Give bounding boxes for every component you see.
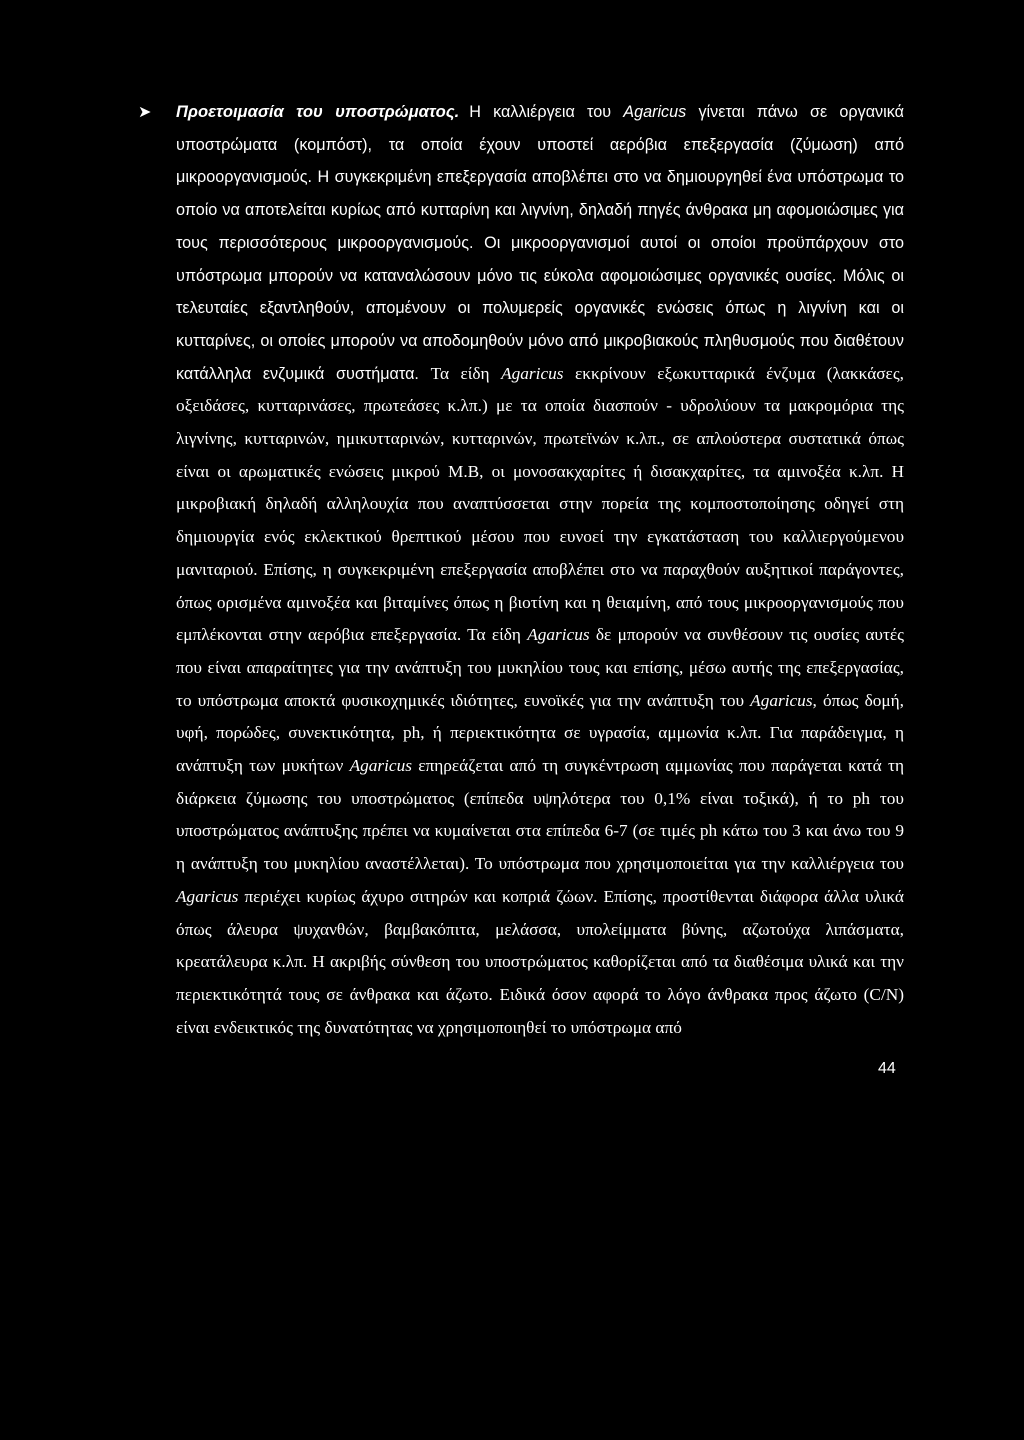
arrow-bullet-icon: ➤ [138,102,152,121]
section-heading: Προετοιμασία του υποστρώματος. [176,102,460,121]
species-name: Agaricus [623,103,687,121]
species-name: Agaricus [176,886,239,906]
species-name: Agaricus [349,756,412,776]
paragraph-segment: Τα είδη [430,363,502,383]
paragraph-segment: εκκρίνουν εξωκυτταρικά ένζυμα (λακκάσες, οξειδάσες, κυτταρινάσες, πρωτεάσες κ.λπ.) με τα οποία διασπούν - υδρολύουν τα μακρομόρια της λιγνίνης, κυτταρινών, ημικυτταρινών, κυτταρινών, πρωτεϊνών κ.λπ., σε απλούστερα συστατικά όπως είναι οι αρωματικές ενώσεις μικρού Μ.Β, οι μονοσακχαρίτες ή δισακχαρίτες, τα αμινοξέα κ.λπ. Η μικροβιακή δηλαδή αλληλουχία που αναπτύσσεται στην πορεία της κομποστοποίησης οδηγεί στη δημιουργία ενός εκλεκτικού θρεπτικού μέσου που ευνοεί την εγκατάσταση του καλλιεργούμενου μανιταριού. Επίσης, η συγκεκριμένη επεξεργασία αποβλέπει στο να παραχθούν αυξητικοί παράγοντες, όπως ορισμένα αμινοξέα και βιταμίνες όπως η βιοτίνη και η θειαμίνη, από τους μικροοργανισμούς που εμπλέκονται στην αερόβια επεξεργασία. Τα είδη [176,363,904,645]
species-name: Agaricus [750,690,813,710]
paragraph-segment: επηρεάζεται από τη συγκέντρωση αμμωνίας που παράγεται κατά τη διάρκεια ζύμωσης του υποστρώματος (επίπεδα υψηλότερα του 0,1% είναι τοξικά), ή το ph του υποστρώματος ανάπτυξης πρέπει να κυμαίνεται στα επίπεδα 6-7 (σε τιμές ph κάτω του 3 και άνω του 9 η ανάπτυξη του μυκηλίου αναστέλλεται). Το υπόστρωμα που χρησιμοποιείται για την καλλιέργεια του [176,756,904,874]
species-name: Agaricus [527,625,590,645]
paragraph-segment: δε μπορούν να συνθέσουν τις ουσίες αυτές που είναι απαραίτητες για την ανάπτυξη του μυκηλίου τους και επίσης, μέσω αυτής της επεξεργασίας, το υπόστρωμα αποκτά φυσικοχημικές ιδιότητες, ευνοϊκές για την ανάπτυξη του [176,625,904,710]
paragraph-segment: , όπως δομή, υφή, πορώδες, συνεκτικότητα, ph, ή περιεκτικότητα σε υγρασία, αμμωνία κ.λπ. Για παράδειγμα, η ανάπτυξη των μυκήτων [176,690,904,776]
document-paragraph [138,96,904,1044]
paragraph-segment: περιέχει κυρίως άχυρο σιτηρών και κοπριά ζώων. Επίσης, προστίθενται διάφορα άλλα υλικά όπως άλευρα ψυχανθών, βαμβακόπιτα, μελάσσα, υπολείμματα βύνης, αζωτούχα λιπάσματα, κρεατάλευρα κ.λπ. Η ακριβής σύνθεση του υποστρώματος καθορίζεται από τα διαθέσιμα υλικά και την περιεκτικότητά τους σε άνθρακα και άζωτο. Ειδικά όσον αφορά το λόγο άνθρακα προς άζωτο (C/N) είναι ενδεικτικός της δυνατότητας να χρησιμοποιηθεί το υπόστρωμα από [176,886,904,1037]
species-name: Agaricus [501,363,564,383]
paragraph-segment: γίνεται πάνω σε οργανικά υποστρώματα (κομπόστ), τα οποία έχουν υποστεί αερόβια επεξεργασία (ζύμωση) από μικροοργανισμούς. Η συγκεκριμένη επεξεργασία αποβλέπει στο να δημιουργηθεί ένα υπόστρωμα το οποίο να αποτελείται κυρίως από κυτταρίνη και λιγνίνη, δηλαδή πηγές άνθρακα μη αφομοιώσιμες για τους περισσότερους μικροοργανισμούς. Οι μικροοργανισμοί αυτοί οι οποίοι προϋπάρχουν στο υπόστρωμα μπορούν να καταναλώσουν μόνο τις εύκολα αφομοιώσιμες οργανικές ουσίες. Μόλις οι τελευταίες εξαντληθούν, απομένουν οι πολυμερείς οργανικές ενώσεις όπως η λιγνίνη και οι κυτταρίνες, οι οποίες μπορούν να αποδομηθούν μόνο από μικροβιακούς πληθυσμούς που διαθέτουν κατάλληλα ενζυμικά συστήματα. [176,103,904,383]
paragraph-segment: Η καλλιέργεια του [469,103,624,121]
page-number: 44 [878,1060,896,1077]
